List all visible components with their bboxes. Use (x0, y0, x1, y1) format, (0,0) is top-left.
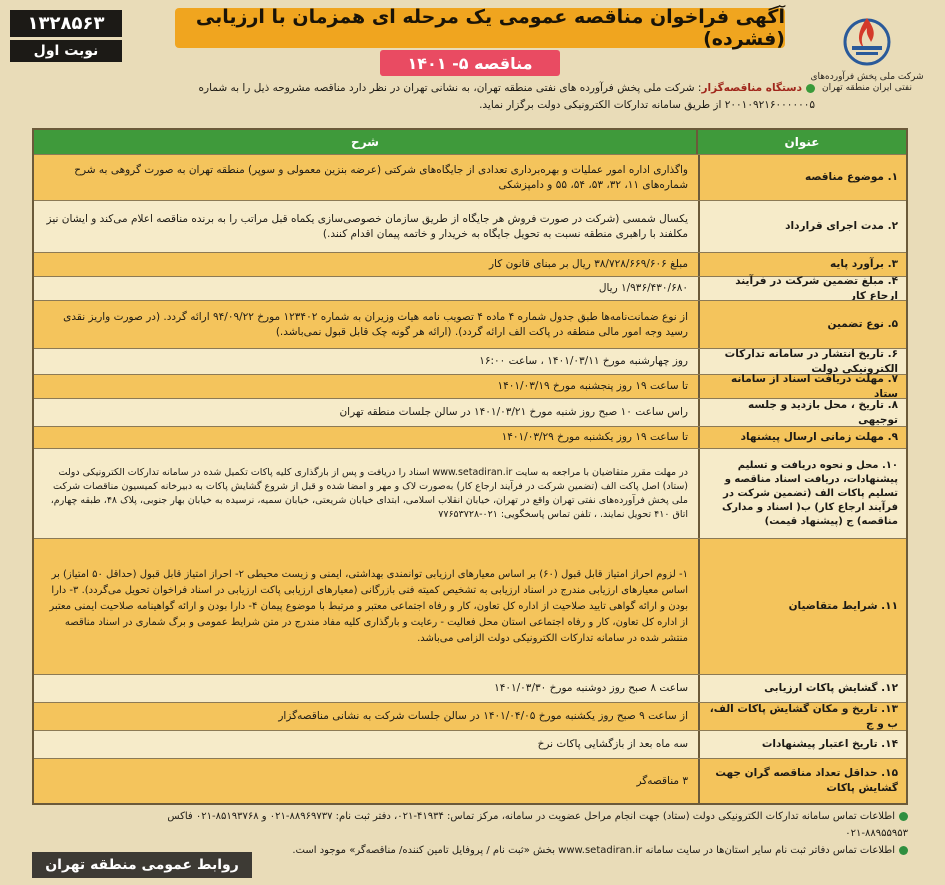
row-description: مبلغ ۳۸/۷۲۸/۶۶۹/۶۰۶ ریال بر مبنای قانون کار (34, 253, 698, 276)
logo-text: شرکت ملی پخش فرآورده‌های نفتی ایران منطقه تهران (810, 72, 924, 93)
row-title: ۶. تاریخ انتشار در سامانه تدارکات الکترونیکی دولت (698, 349, 906, 374)
row-description: ۱- لزوم احراز امتیاز قابل قبول (۶۰) بر اساس معیارهای ارزیابی توانمندی بهداشتی، ایمنی و زیست محیطی ۲- احراز امتیاز قابل قبول (حداقل ۵۰ امتیاز) بر اساس معیارهای ارزیابی مندرج در اسناد ارزیابی به تشخیص کمیته فنی بازرگانی (معیارهای ارزیابی پاکت ارزیابی در اسناد فراخوان تحویل می‌گردد). ۳- دارا بودن و ارائه گواهی تایید صلاحیت از اداره کل تعاون، کار و رفاه اجتماعی معتبر و مرتبط با موضوع پیمان ۴- دارا بودن و ارائه گواهینامه صلاحیت ایمنی معتبر از اداره کل تعاون، کار و رفاه اجتماعی استان محل فعالیت - رعایت و بارگذاری کلیه مفاد مندرج در متن شرایط عمومی و برگ شماری در اسناد مناقصه منتشر شده در سامانه تدارکات الکترونیکی دولت الزامی می‌باشد. (34, 539, 698, 674)
contact-info (160, 808, 908, 859)
row-description: یکسال شمسی (شرکت در صورت فروش هر جایگاه از طریق سازمان خصوصی‌سازی یکماه قبل مراتب را به برنده مناقصه اعلام می‌کند و ایشان نیز مکلفند با راهبری منطقه نسبت به تحویل جایگاه به خریدار و خاتمه پیمان اقدام کنند.) (34, 201, 698, 252)
bullet-icon (899, 812, 908, 821)
table-row (34, 200, 906, 252)
row-title: ۴. مبلغ تضمین شرکت در فرآیند ارجاع کار (698, 277, 906, 300)
row-description: تا ساعت ۱۹ روز یکشنبه مورخ ۱۴۰۱/۰۳/۲۹ (34, 427, 698, 448)
row-title: ۸. تاریخ ، محل بازدید و جلسه توجیهی (698, 399, 906, 426)
table-row (34, 538, 906, 674)
intro-paragraph (115, 80, 815, 114)
contact-line (160, 808, 908, 842)
tender-number: مناقصه ۵- ۱۴۰۱ (407, 53, 533, 73)
footer-label: روابط عمومی منطقه تهران (45, 857, 239, 873)
column-header-title: عنوان (696, 130, 906, 154)
bullet-icon (899, 846, 908, 855)
row-title: ۱. موضوع مناقصه (698, 155, 906, 200)
row-title: ۱۲. گشایش پاکات ارزیابی (698, 675, 906, 702)
row-description: در مهلت مقرر متقاضیان با مراجعه به سایت www.setadiran.ir اسناد را دریافت و پس از بارگذاری کلیه پاکات تکمیل شده در سامانه تدارکات الکترونیکی دولت (ستاد) اصل پاکت الف (تضمین شرکت در فرآیند ارجاع کار) به‌صورت لاک و مهر و امضا شده و قبل از شروع گشایش پاکات به دبیرخانه کمیسیون مناقصات شرکت ملی پخش فرآورده‌های نفتی تهران واقع در تهران، خیابان انقلاب اسلامی، ابتدای خیابان شریعتی، خیابان سمیه، نرسیده به خیابان بهار جنوبی، پلاک ۴۸، طبقه چهارم، اتاق ۴۱۰ تحویل نمایند. ، تلفن تماس پاسخگویی: ۰۲۱-۷۷۶۵۳۷۲۸ (34, 449, 698, 538)
row-description: از ساعت ۹ صبح روز یکشنبه مورخ ۱۴۰۱/۰۴/۰۵ در سالن جلسات شرکت به نشانی مناقصه‌گزار (34, 703, 698, 730)
row-description: سه ماه بعد از بازگشایی پاکات نرخ (34, 731, 698, 758)
row-description: تا ساعت ۱۹ روز پنجشنبه مورخ ۱۴۰۱/۰۳/۱۹ (34, 375, 698, 398)
row-title: ۱۵. حداقل تعداد مناقصه گران جهت گشایش پاکات (698, 759, 906, 803)
bullet-icon (806, 84, 815, 93)
row-title: ۹. مهلت زمانی ارسال پیشنهاد (698, 427, 906, 448)
intro-text: : شرکت ملی پخش فرآورده های نفتی منطقه تهران، به نشانی تهران در نظر دارد مناقصه مشروحه ذیل را به شماره ۲۰۰۱۰۹۲۱۶۰۰۰۰۰۰۵ از طریق سامانه تدارکات الکترونیکی دولت برگزار نماید. (198, 82, 815, 111)
row-description: از نوع ضمانت‌نامه‌ها طبق جدول شماره ۴ ماده ۴ تصویب نامه هیات وزیران به شماره ۱۲۳۴۰۲ مورخ ۹۴/۰۹/۲۲ ارائه گردد. (در صورت واریز نقدی رسید وجه امور مالی منطقه در پاکت الف ارائه گردد). (ارائه هر گونه چک قابل قبول نمی‌باشد.) (34, 301, 698, 348)
row-title: ۱۳. تاریخ و مکان گشایش پاکات الف، ب و ج (698, 703, 906, 730)
table-row (34, 758, 906, 803)
table-row (34, 730, 906, 758)
row-description: راس ساعت ۱۰ صبح روز شنبه مورخ ۱۴۰۱/۰۳/۲۱ در سالن جلسات منطقه تهران (34, 399, 698, 426)
table-header (34, 130, 906, 154)
row-title: ۷. مهلت دریافت اسناد از سامانه ستاد (698, 375, 906, 398)
row-description: واگذاری اداره امور عملیات و بهره‌برداری تعدادی از جایگاه‌های شرکتی (عرضه بنزین معمولی و سوپر) منطقه تهران به صورت گروهی به شرح شماره‌های ۱۱، ۳۲، ۵۳، ۵۴، ۵۵ و دامپزشکی (34, 155, 698, 200)
table-row (34, 398, 906, 426)
row-title: ۳. برآورد پایه (698, 253, 906, 276)
flame-logo-icon (840, 12, 894, 66)
row-title: ۱۰. محل و نحوه دریافت و تسلیم پیشنهادات، دریافت اسناد مناقصه و تسلیم پاکات الف (تضمین شرکت در فرآیند ارجاع کار) ب( اسناد و مدارک مناقصه) ج (پیشنهاد قیمت) (698, 449, 906, 538)
tender-number-badge (380, 50, 560, 76)
row-title: ۱۴. تاریخ اعتبار پیشنهادات (698, 731, 906, 758)
page-title: آگهی فراخوان مناقصه عمومی یک مرحله ای همزمان با ارزیابی (فشرده) (195, 6, 785, 50)
contact-line (160, 842, 908, 859)
title-banner (175, 8, 785, 48)
table-row (34, 252, 906, 276)
table-row (34, 702, 906, 730)
ad-id-box (10, 10, 122, 62)
table-row (34, 374, 906, 398)
intro-label: دستگاه مناقصه‌گزار (701, 82, 802, 94)
public-relations-footer (32, 852, 252, 878)
row-title: ۱۱. شرایط متقاضیان (698, 539, 906, 674)
ad-id: ۱۳۲۸۵۶۳ (10, 10, 122, 37)
table-row (34, 154, 906, 200)
table-row (34, 448, 906, 538)
company-logo (807, 12, 927, 120)
row-description: روز چهارشنبه مورخ ۱۴۰۱/۰۳/۱۱ ، ساعت ۱۶:۰۰ (34, 349, 698, 374)
table-row (34, 426, 906, 448)
table-row (34, 348, 906, 374)
table-row (34, 276, 906, 300)
row-title: ۲. مدت اجرای قرارداد (698, 201, 906, 252)
column-header-description: شرح (34, 130, 696, 154)
publication-turn: نوبت اول (10, 40, 122, 62)
row-title: ۵. نوع تضمین (698, 301, 906, 348)
row-description: ساعت ۸ صبح روز دوشنبه مورخ ۱۴۰۱/۰۳/۳۰ (34, 675, 698, 702)
table-row (34, 674, 906, 702)
tender-details-table (32, 128, 908, 805)
row-description: ۳ مناقصه‌گر (34, 759, 698, 803)
table-row (34, 300, 906, 348)
contact-line-text: اطلاعات تماس سامانه تدارکات الکترونیکی دولت (ستاد) جهت انجام مراحل عضویت در سامانه، مرکز تماس: ۴۱۹۳۴-۰۲۱، دفتر ثبت نام: ۸۸۹۶۹۷۳۷-۰۲۱ و ۸۵۱۹۳۷۶۸-۰۲۱ فاکس ۸۸۹۵۵۹۵۳-۰۲۱ (167, 811, 908, 839)
row-description: ۱/۹۳۶/۴۳۰/۶۸۰ ریال (34, 277, 698, 300)
contact-line-text: اطلاعات تماس دفاتر ثبت نام سایر استان‌ها در سایت سامانه www.setadiran.ir بخش «ثبت نام / پروفایل تامین کننده/ مناقصه‌گر» موجود است. (292, 845, 895, 856)
